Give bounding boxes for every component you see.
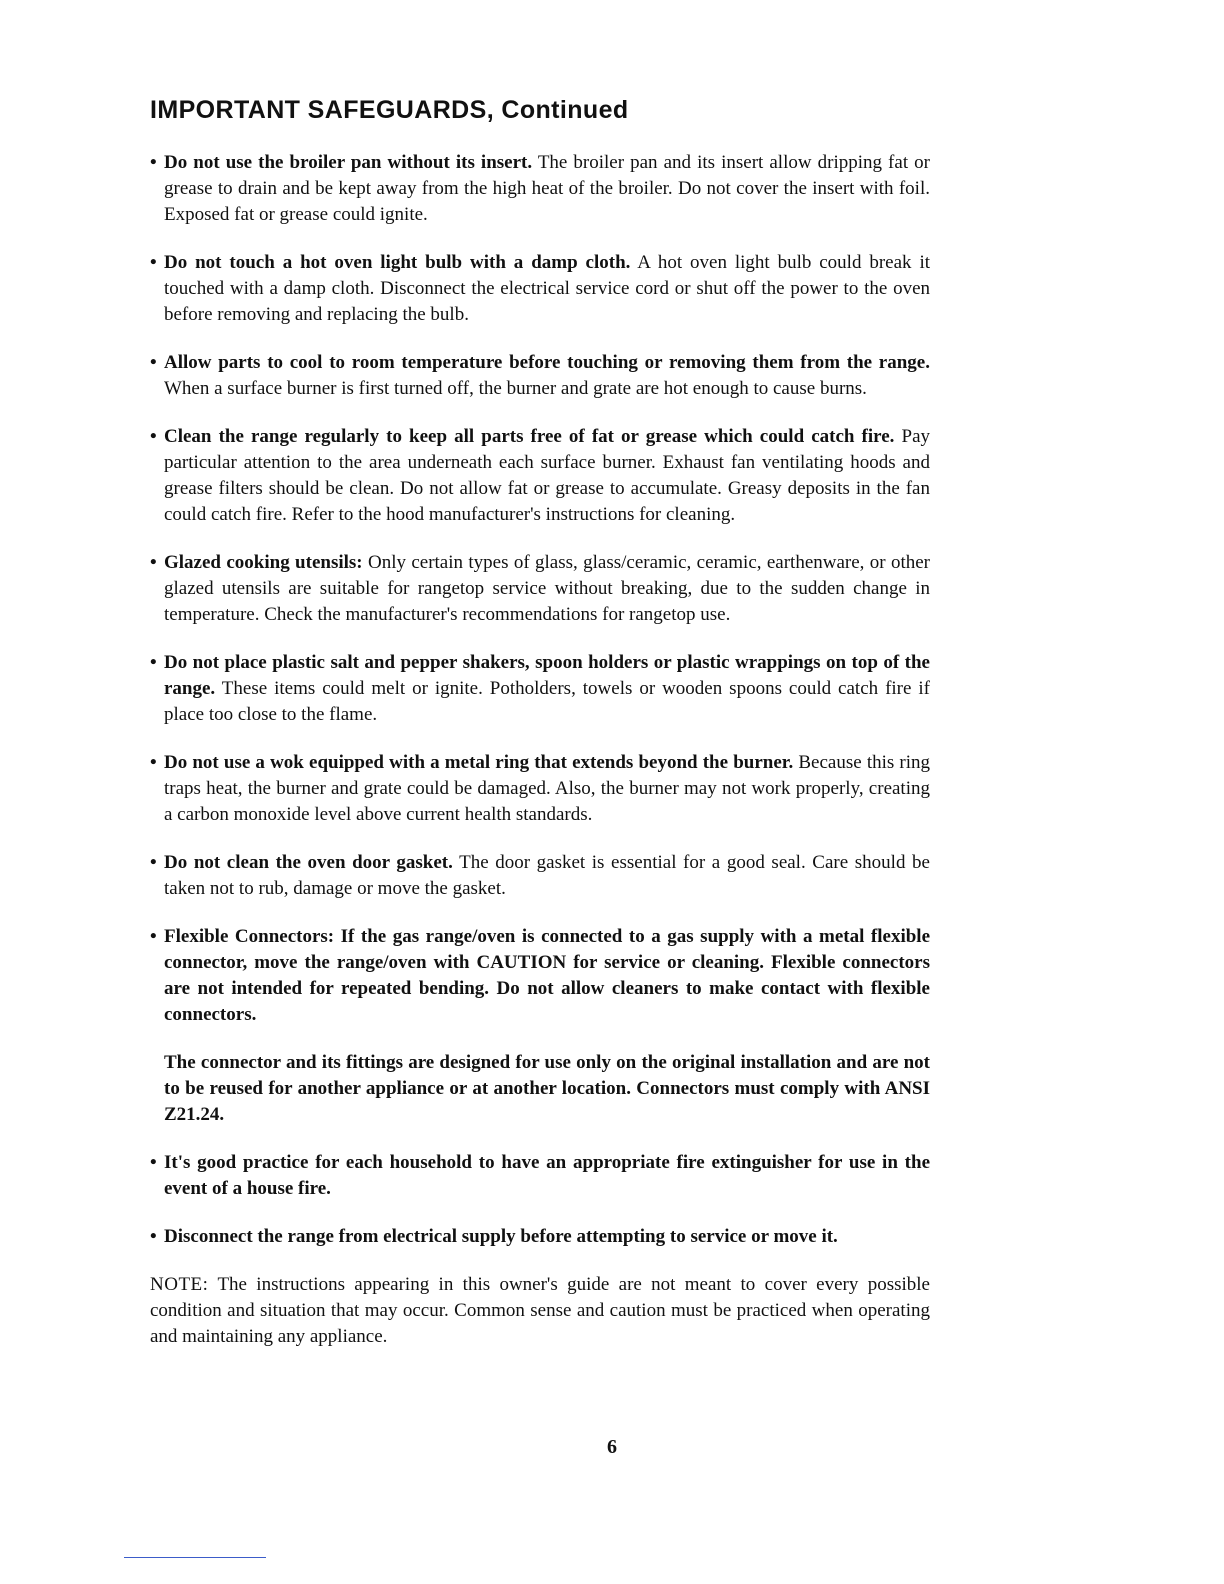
safeguard-text: When a surface burner is first turned off, the burner and grate are hot enough to cause burns. (164, 378, 867, 399)
safeguard-cool-parts (150, 350, 930, 402)
safeguard-text: These items could melt or ignite. Potholders, towels or wooden spoons could catch fire if place too close to the flame. (164, 678, 930, 725)
safeguard-lead: Glazed cooking utensils: (164, 552, 363, 573)
safeguard-clean-range (150, 424, 930, 528)
safeguard-door-gasket (150, 850, 930, 902)
bullet-icon: • (150, 852, 157, 873)
safeguard-lead: Allow parts to cool to room temperature before touching or removing them from the range. (164, 352, 930, 373)
safeguard-lead: Disconnect the range from electrical supply before attempting to service or move it. (164, 1226, 838, 1247)
bullet-icon: • (150, 552, 157, 573)
safeguard-text: If the gas range/oven is connected to a gas supply with a metal flexible connector, move the range/oven with CAUTION for service or cleaning. Flexible connectors are not intended for repeated bending. Do not allow cleaners to make contact with flexible connectors. (164, 926, 931, 1025)
safeguard-plastic-items (150, 650, 930, 728)
safeguard-text: Pay particular attention to the area underneath each surface burner. Exhaust fan ventilating hoods and grease filters should be clean. Do not allow fat or grease to accumulate. Greasy deposits in the fan could catch fire. Refer to the hood manufacturer's instructions for cleaning. (164, 426, 931, 525)
safeguard-text: A hot oven light bulb could break it touched with a damp cloth. Disconnect the electrical service cord or shut off the power to the oven before removing and replacing the bulb. (164, 252, 931, 325)
note-text: The instructions appearing in this owner's guide are not meant to cover every possible condition and situation that may occur. Common sense and caution must be practiced when operating and maintaining any appliance. (150, 1274, 930, 1347)
bullet-icon: • (150, 926, 157, 947)
safeguard-disconnect-supply (150, 1224, 930, 1250)
safeguard-text: Because this ring traps heat, the burner and grate could be damaged. Also, the burner may not work properly, creating a carbon monoxide level above current health standards. (164, 752, 931, 825)
bullet-icon: • (150, 352, 157, 373)
bullet-icon: • (150, 1152, 157, 1173)
bullet-icon: • (150, 252, 157, 273)
safeguard-lead: Do not touch a hot oven light bulb with a damp cloth. (164, 252, 631, 273)
safeguard-oven-light-bulb (150, 250, 930, 328)
safeguard-text: The broiler pan and its insert allow dripping fat or grease to drain and be kept away from the high heat of the broiler. Do not cover the insert with foil. Exposed fat or grease could ignite. (164, 152, 930, 225)
bullet-icon: • (150, 652, 157, 673)
note-paragraph (150, 1272, 930, 1350)
safeguard-lead: Do not clean the oven door gasket. (164, 852, 453, 873)
page-number: 6 (607, 1436, 617, 1458)
safeguard-flexible-connectors (150, 924, 930, 1028)
safeguard-lead: Clean the range regularly to keep all parts free of fat or grease which could catch fire. (164, 426, 895, 447)
page-title: IMPORTANT SAFEGUARDS, Continued (150, 96, 629, 124)
note-label: NOTE: (150, 1274, 209, 1295)
connector-note: The connector and its fittings are designed for use only on the original installation and are not to be reused for another appliance or at another location. Connectors must comply with ANSI Z21.24. (164, 1052, 930, 1125)
safeguard-lead: Do not use a wok equipped with a metal ring that extends beyond the burner. (164, 752, 794, 773)
safeguard-lead: It's good practice for each household to have an appropriate fire extinguisher for use in the event of a house fire. (164, 1152, 930, 1199)
bullet-icon: • (150, 752, 157, 773)
bullet-icon: • (150, 426, 157, 447)
safeguard-glazed-utensils (150, 550, 930, 628)
safeguard-text: The door gasket is essential for a good seal. Care should be taken not to rub, damage or move the gasket. (164, 852, 930, 899)
bullet-icon: • (150, 1226, 157, 1247)
safeguard-lead: Do not place plastic salt and pepper shakers, spoon holders or plastic wrappings on top of the range. (164, 652, 930, 699)
safeguards-list (150, 150, 930, 1350)
safeguard-wok-ring (150, 750, 930, 828)
safeguard-fire-extinguisher (150, 1150, 930, 1202)
safeguard-lead: Do not use the broiler pan without its insert. (164, 152, 533, 173)
safeguard-lead: Flexible Connectors: (164, 926, 335, 947)
footer-rule (124, 1557, 266, 1558)
bullet-icon: • (150, 152, 157, 173)
safeguard-broiler-pan (150, 150, 930, 228)
safeguard-text: Only certain types of glass, glass/ceramic, ceramic, earthenware, or other glazed utensils are suitable for rangetop service without breaking, due to the sudden change in temperature. Check the manufacturer's recommendations for rangetop use. (164, 552, 930, 625)
